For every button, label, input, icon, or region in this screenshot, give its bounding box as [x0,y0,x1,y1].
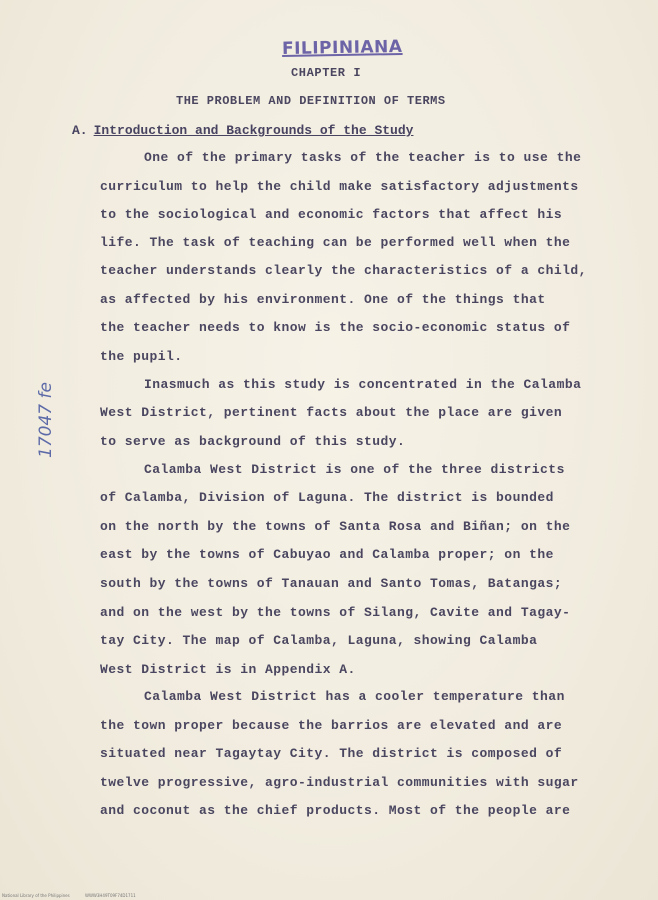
body-line: and coconut as the chief products. Most of the people are [100,803,571,818]
section-letter: A. [72,123,88,138]
body-line: twelve progressive, agro-industrial communities with sugar [100,775,579,790]
body-line: south by the towns of Tanauan and Santo Tomas, Batangas; [100,576,563,591]
body-line: and on the west by the towns of Silang, Cavite and Tagay- [100,605,571,620]
body-line: the town proper because the barrios are elevated and are [100,718,563,733]
body-line: curriculum to help the child make satisfactory adjustments [100,179,579,194]
section-heading [72,123,413,138]
chapter-title: THE PROBLEM AND DEFINITION OF TERMS [176,94,446,108]
body-line: teacher understands clearly the characteristics of a child, [100,263,587,278]
filipiniana-stamp: FILIPINIANA [281,36,403,60]
body-line: tay City. The map of Calamba, Laguna, showing Calamba [100,633,538,648]
body-line: West District is in Appendix A. [100,662,356,677]
body-line: to the sociological and economic factors that affect his [100,207,563,222]
body-line: situated near Tagaytay City. The district is composed of [100,746,563,761]
body-line: of Calamba, Division of Laguna. The district is bounded [100,490,554,505]
section-title: Introduction and Backgrounds of the Study [93,123,414,138]
footer-library: National Library of the Philippines [2,893,70,898]
body-line: the pupil. [100,349,183,364]
body-line: as affected by his environment. One of the things that [100,292,546,307]
body-line: Inasmuch as this study is concentrated in the Calamba [144,377,582,392]
body-line: the teacher needs to know is the socio-economic status of [100,320,571,335]
body-line: Calamba West District is one of the three districts [144,462,565,477]
body-line: Calamba West District has a cooler temperature than [144,689,565,704]
scan-footer [2,893,150,898]
footer-code: WWW3H49T09F74D1711 [85,893,136,898]
body-line: life. The task of teaching can be performed well when the [100,235,571,250]
body-line: West District, pertinent facts about the place are given [100,405,563,420]
body-line: One of the primary tasks of the teacher is to use the [144,150,582,165]
body-line: east by the towns of Cabuyao and Calamba proper; on the [100,547,554,562]
handwritten-margin-note: 17047 fe [36,382,56,458]
body-line: on the north by the towns of Santa Rosa and Biñan; on the [100,519,571,534]
chapter-heading: CHAPTER I [291,66,362,80]
body-line: to serve as background of this study. [100,434,406,449]
